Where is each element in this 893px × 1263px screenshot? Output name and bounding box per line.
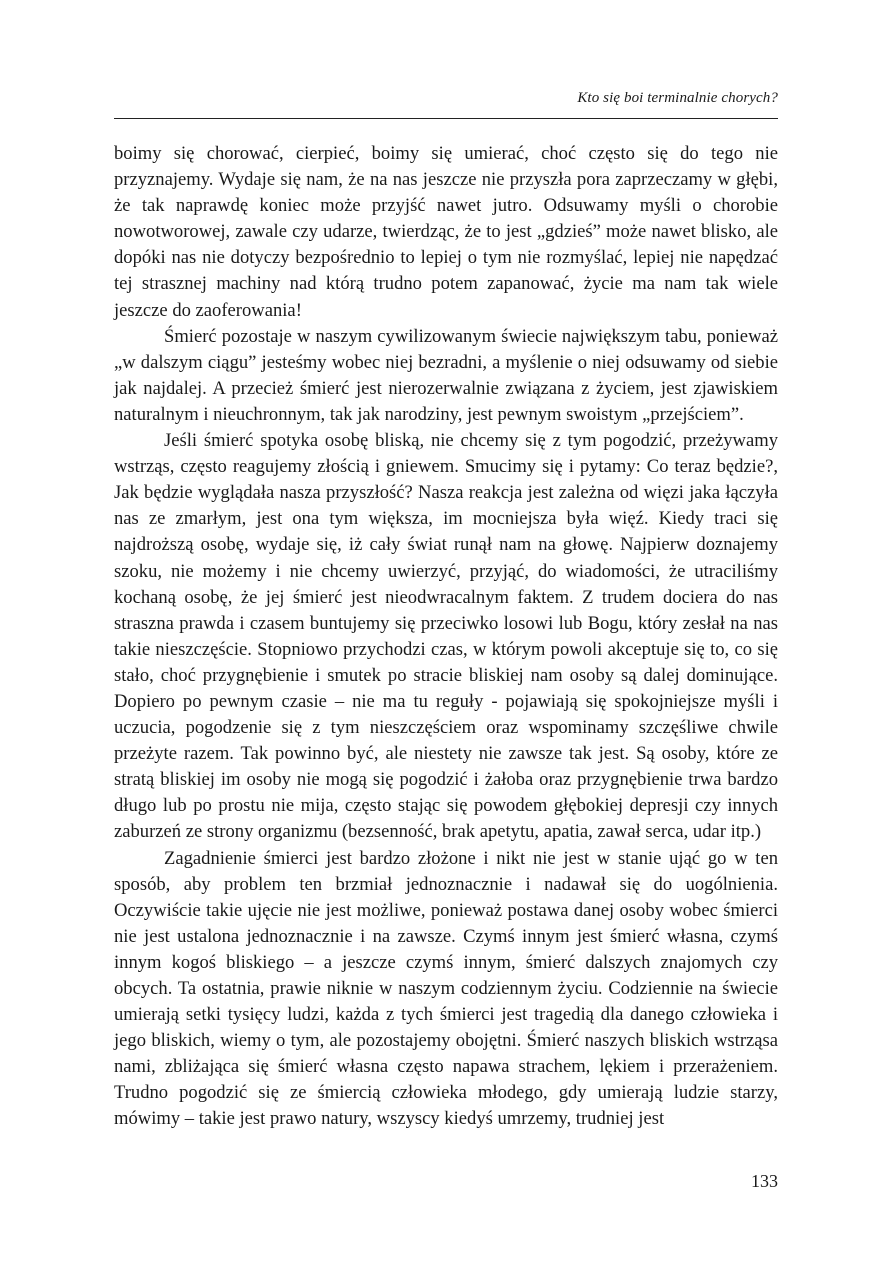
paragraph-grief: Jeśli śmierć spotyka osobę bliską, nie chcemy się z tym pogodzić, przeżywamy wstrząs, często reagujemy złością i gniewem. Smucimy się i pytamy: Co teraz będzie?, Jak będzie wyglądała nasza przyszłość? Nasza reakcja jest zależna od więzi jaka łączyła nas ze zmarłym, jest ona tym większa, im mocniejsza była więź. Kiedy traci się najdroższą osobę, wydaje się, iż cały świat runął nam na głowę. Najpierw doznajemy szoku, nie możemy i nie chcemy uwierzyć, przyjąć, do wiadomości, że utraciliśmy kochaną osobę, że jej śmierć jest nieodwracalnym faktem. Z trudem dociera do nas straszna prawda i czasem buntujemy się przeciwko losowi lub Bogu, który zesłał na nas takie nieszczęście. Stopniowo przychodzi czas, w którym powoli akceptuje się to, co się stało, choć przygnębienie i smutek po stracie bliskiej nam osoby są dalej dominujące. Dopiero po pewnym czasie – nie ma tu reguły - pojawiają się spokojniejsze myśli i uczucia, pogodzenie się z tym nieszczęściem oraz wspominamy szczęśliwe chwile przeżyte razem. Tak powinno być, ale niestety nie zawsze tak jest. Są osoby, które ze stratą bliskiej im osoby nie mogą się pogodzić i żałoba oraz przygnębienie trwa bardzo długo lub po prostu nie mija, często stając się powodem głębokiej depresji czy innych zaburzeń ze strony organizmu (bezsenność, brak apetytu, apatia, zawał serca, udar itp.) <box>114 430 778 843</box>
running-header <box>114 88 778 119</box>
page-number: 133 <box>751 1171 778 1191</box>
body-text <box>114 141 778 1133</box>
paragraph-continued: boimy się chorować, cierpieć, boimy się umierać, choć często się do tego nie przyznajemy. Wydaje się nam, że na nas jeszcze nie przyszła pora zaprzeczamy w głębi, że tak naprawdę koniec może przyjść nawet jutro. Odsuwamy myśli o chorobie nowotworowej, zawale czy udarze, twierdząc, że to jest „gdzieś” może nawet blisko, ale dopóki nas nie dotyczy bezpośrednio to lepiej o tym nie rozmyślać, lepiej nie napędzać tej strasznej machiny nad którą trudno potem zapanować, życie ma nam tak wiele jeszcze do zaoferowania! <box>114 143 778 321</box>
running-title: Kto się boi terminalnie chorych? <box>577 90 778 106</box>
paragraph-complexity: Zagadnienie śmierci jest bardzo złożone i nikt nie jest w stanie ująć go w ten sposób, aby problem ten brzmiał jednoznacznie i nadawał się do uogólnienia. Oczywiście takie ujęcie nie jest możliwe, ponieważ postawa danej osoby wobec śmierci nie jest ustalona jednoznacznie i na zawsze. Czymś innym jest śmierć własna, czymś innym kogoś bliskiego – a jeszcze czymś innym, śmierć dalszych znajomych czy obcych. Ta ostatnia, prawie niknie w naszym codziennym życiu. Codziennie na świecie umierają setki tysięcy ludzi, każda z tych śmierci jest tragedią dla danego człowieka i jego bliskich, wiemy o tym, ale pozostajemy obojętni. Śmierć naszych bliskich wstrząsa nami, zbliżająca się śmierć własna często napawa strachem, lękiem i przerażeniem. Trudno pogodzić się ze śmiercią człowieka młodego, gdy umierają ludzie starzy, mówimy – takie jest prawo natury, wszyscy kiedyś umrzemy, trudniej jest <box>114 847 778 1130</box>
paragraph-taboo: Śmierć pozostaje w naszym cywilizowanym świecie największym tabu, ponieważ „w dalszym ciągu” jesteśmy wobec niej bezradni, a myślenie o niej odsuwamy od siebie jak najdalej. A przecież śmierć jest nierozerwalnie związana z życiem, jest zjawiskiem naturalnym i nieuchronnym, tak jak narodziny, jest pewnym swoistym „przejściem”. <box>114 325 778 425</box>
